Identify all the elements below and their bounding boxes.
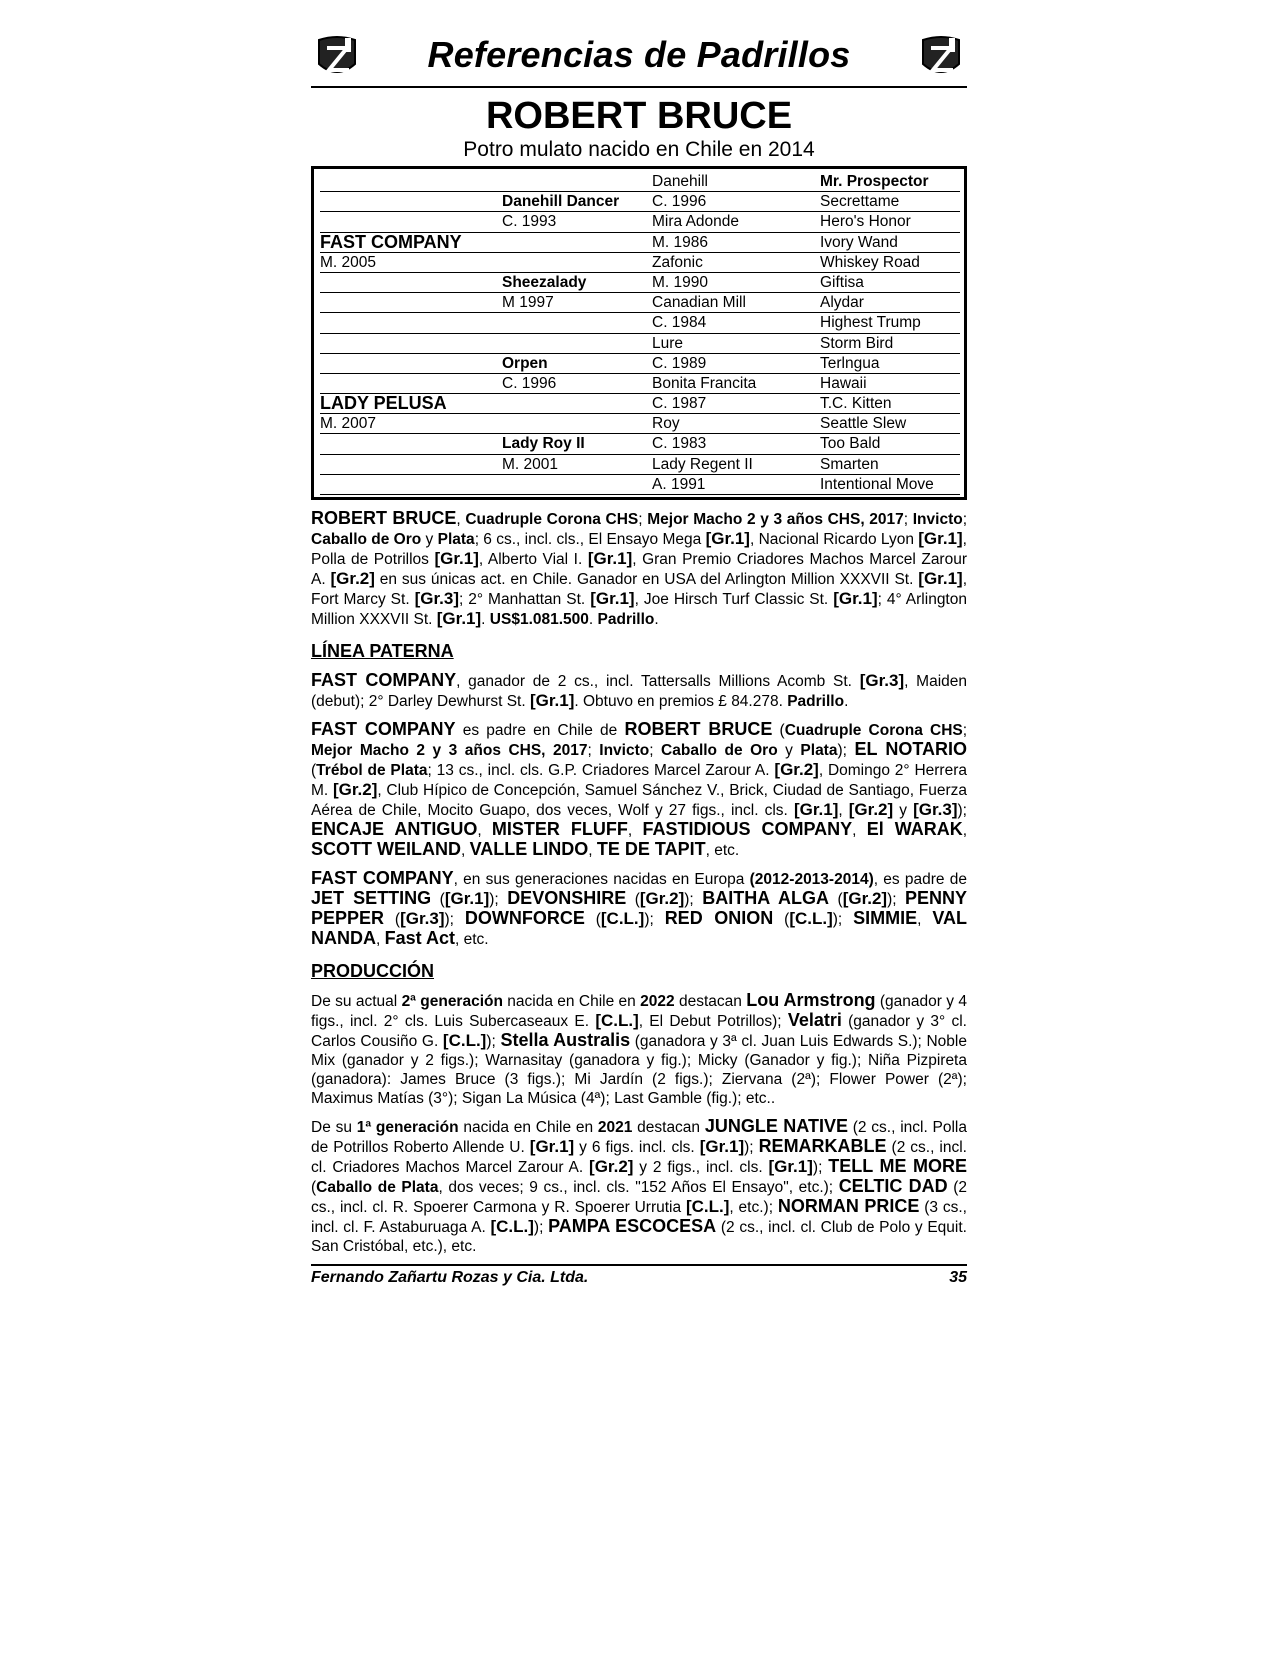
pedigree-cell xyxy=(502,233,652,252)
pedigree-cell: Orpen xyxy=(502,354,548,372)
pedigree-cell xyxy=(320,273,502,292)
pedigree-cell xyxy=(320,354,502,373)
pedigree-row xyxy=(320,192,960,212)
pedigree-cell xyxy=(320,374,502,393)
pedigree-cell: C. 1983 xyxy=(652,435,707,453)
pedigree-cell: Smarten xyxy=(820,455,879,473)
logo-icon xyxy=(919,34,963,82)
pedigree-cell: Sheezalady xyxy=(502,273,587,291)
pedigree-row xyxy=(320,212,960,232)
pedigree-cell xyxy=(502,172,652,191)
pedigree-cell: C. 1993 xyxy=(502,213,557,231)
pedigree-cell: Canadian Mill xyxy=(652,294,746,312)
pedigree-cell: C. 1996 xyxy=(652,193,707,211)
pedigree-cell: Whiskey Road xyxy=(820,253,920,271)
pedigree-cell xyxy=(502,253,652,272)
pedigree-cell: Intentional Move xyxy=(820,475,934,493)
pedigree-cell xyxy=(502,313,652,332)
pedigree-cell: Giftisa xyxy=(820,273,864,291)
pedigree-cell: Danehill xyxy=(652,173,709,190)
production-paragraph-1: De su actual 2ª generación nacida en Chile en 2022 destacan Lou Armstrong (ganador y 4 figs., incl. 2° cls. Luis Subercaseaux E. [C.L.], El Debut Potrillos); Velatri (ganador y 3° cl. Carlos Cousiño G. [C.L.]); Stella Australis (ganadora y 3ª cl. Juan Luis Edwards S.); Noble Mix (ganador y 2 figs.); Warnasitay (ganadora y fig.); Micky (Ganador y fig.); Niña Pizpireta (ganadora): James Bruce (3 figs.); Mi Jardín (2 figs.); Ziervana (2ª); Flower Power (2ª); Maximus Matías (3°); Sigan La Música (4ª); Last Gamble (fig.); etc.. xyxy=(311,990,967,1107)
pedigree-row xyxy=(320,253,960,273)
pedigree-cell: M. 1986 xyxy=(652,233,709,251)
pedigree-row xyxy=(320,374,960,394)
production-title: PRODUCCIÓN xyxy=(311,961,435,981)
pedigree-cell: Highest Trump xyxy=(820,314,921,332)
page-footer xyxy=(311,1264,967,1287)
pedigree-cell: T.C. Kitten xyxy=(820,395,892,413)
pedigree-cell: C. 1984 xyxy=(652,314,707,332)
header-title: Referencias de Padrillos xyxy=(427,34,851,75)
page-header xyxy=(311,30,967,88)
pedigree-cell: Roy xyxy=(652,415,680,433)
pedigree-row xyxy=(320,434,960,454)
production-paragraph-2: De su 1ª generación nacida en Chile en 2021 destacan JUNGLE NATIVE (2 cs., incl. Polla de Potrillos Roberto Allende U. [Gr.1] y 6 figs. incl. cls. [Gr.1]); REMARKABLE (2 cs., incl. cl. Criadores Machos Marcel Zarour A. [Gr.2] y 2 figs., incl. cls. [Gr.1]); TELL ME MORE (Caballo de Plata, dos veces; 9 cs., incl. cls. "152 Años El Ensayo", etc.); CELTIC DAD (2 cs., incl. cl. R. Spoerer Carmona y R. Spoerer Urrutia [C.L.], etc.); NORMAN PRICE (3 cs., incl. cl. F. Astaburuaga A. [C.L.]); PAMPA ESCOCESA (2 cs., incl. cl. Club de Polo y Equit. San Cristóbal, etc.), etc. xyxy=(311,1116,967,1255)
pedigree-cell: C. 1996 xyxy=(502,374,557,392)
pedigree-cell: Hawaii xyxy=(820,374,867,392)
pedigree-cell xyxy=(502,334,652,353)
pedigree-table xyxy=(311,166,967,500)
horse-name: ROBERT BRUCE xyxy=(485,95,793,137)
pedigree-cell: LADY PELUSA xyxy=(320,394,447,414)
pedigree-cell xyxy=(320,313,502,332)
pedigree-cell xyxy=(502,394,652,413)
pedigree-cell: Seattle Slew xyxy=(820,415,907,433)
pedigree-cell xyxy=(320,455,502,474)
pedigree-cell: Bonita Francita xyxy=(652,374,757,392)
horse-summary: ROBERT BRUCE, Cuadruple Corona CHS; Mejor Macho 2 y 3 años CHS, 2017; Invicto; Caballo de Oro y Plata; 6 cs., incl. cls., El Ensayo Mega [Gr.1], Nacional Ricardo Lyon [Gr.1], Polla de Potrillos [Gr.1], Alberto Vial I. [Gr.1], Gran Premio Criadores Machos Marcel Zarour A. [Gr.2] en sus únicas act. en Chile. Ganador en USA del Arlington Million XXXVII St. [Gr.1], Fort Marcy St. [Gr.3]; 2° Manhattan St. [Gr.1], Joe Hirsch Turf Classic St. [Gr.1]; 4° Arlington Million XXXVII St. [Gr.1]. US$1.081.500. Padrillo. xyxy=(311,508,968,628)
pedigree-row xyxy=(320,455,960,475)
pedigree-cell: Danehill Dancer xyxy=(502,193,620,211)
pedigree-cell: Terlngua xyxy=(820,354,880,372)
footer-company: Fernando Zañartu Rozas y Cia. Ltda. xyxy=(311,1269,589,1286)
paternal-paragraph-1: FAST COMPANY, ganador de 2 cs., incl. Tattersalls Millions Acomb St. [Gr.3], Maiden (debut); 2° Darley Dewhurst St. [Gr.1]. Obtuvo en premios £ 84.278. Padrillo. xyxy=(311,670,968,710)
pedigree-row xyxy=(320,414,960,434)
pedigree-cell xyxy=(502,414,652,433)
paternal-line-title: LÍNEA PATERNA xyxy=(311,641,454,661)
pedigree-cell xyxy=(320,334,502,353)
pedigree-cell xyxy=(320,192,502,211)
horse-description: Potro mulato nacido en Chile en 2014 xyxy=(463,138,815,161)
pedigree-cell xyxy=(502,475,652,494)
pedigree-cell: Lady Roy II xyxy=(502,435,585,453)
paternal-paragraph-2: FAST COMPANY es padre en Chile de ROBERT BRUCE (Cuadruple Corona CHS; Mejor Macho 2 y 3 años CHS, 2017; Invicto; Caballo de Oro y Plata); EL NOTARIO (Trébol de Plata; 13 cs., incl. cls. G.P. Criadores Marcel Zarour A. [Gr.2], Domingo 2° Herrera M. [Gr.2], Club Hípico de Concepción, Samuel Sánchez V., Brick, Ciudad de Santiago, Fuerza Aérea de Chile, Mocito Guapo, dos veces, Wolf y 27 figs., incl. cls. [Gr.1], [Gr.2] y [Gr.3]); ENCAJE ANTIGUO, MISTER FLUFF, FASTIDIOUS COMPANY, El WARAK, SCOTT WEILAND, VALLE LINDO, TE DE TAPIT, etc. xyxy=(311,719,968,859)
pedigree-cell: Storm Bird xyxy=(820,334,894,352)
pedigree-cell xyxy=(320,475,502,494)
pedigree-cell: M. 2001 xyxy=(502,455,559,473)
pedigree-cell: C. 1987 xyxy=(652,395,707,413)
pedigree-row xyxy=(320,172,960,192)
pedigree-cell: Secrettame xyxy=(820,193,900,211)
pedigree-cell: C. 1989 xyxy=(652,354,707,372)
pedigree-row xyxy=(320,293,960,313)
pedigree-row xyxy=(320,313,960,333)
pedigree-cell: Alydar xyxy=(820,294,864,312)
pedigree-row xyxy=(320,233,960,253)
pedigree-row xyxy=(320,334,960,354)
pedigree-row xyxy=(320,475,960,495)
pedigree-cell: M. 2007 xyxy=(320,415,377,433)
pedigree-cell: Mira Adonde xyxy=(652,213,740,231)
pedigree-cell: Ivory Wand xyxy=(820,233,898,251)
pedigree-cell: M. 1990 xyxy=(652,273,709,291)
pedigree-cell: A. 1991 xyxy=(652,475,706,493)
pedigree-cell: Too Bald xyxy=(820,435,881,453)
pedigree-cell xyxy=(320,434,502,453)
page xyxy=(311,30,967,1287)
pedigree-cell: FAST COMPANY xyxy=(320,232,462,252)
page-number: 35 xyxy=(949,1269,967,1286)
pedigree-cell xyxy=(320,212,502,231)
pedigree-cell: Lure xyxy=(652,334,684,352)
pedigree-cell: M 1997 xyxy=(502,294,554,312)
pedigree-cell: Mr. Prospector xyxy=(820,173,929,190)
pedigree-cell: Lady Regent II xyxy=(652,455,753,473)
pedigree-row xyxy=(320,394,960,414)
pedigree-cell: M. 2005 xyxy=(320,253,377,271)
pedigree-row xyxy=(320,273,960,293)
pedigree-cell xyxy=(320,172,502,191)
pedigree-cell xyxy=(320,293,502,312)
paternal-paragraph-3: FAST COMPANY, en sus generaciones nacidas en Europa (2012-2013-2014), es padre de JET SETTING ([Gr.1]); DEVONSHIRE ([Gr.2]); BAITHA ALGA ([Gr.2]); PENNY PEPPER ([Gr.3]); DOWNFORCE ([C.L.]); RED ONION ([C.L.]); SIMMIE, VAL NANDA, Fast Act, etc. xyxy=(311,868,968,948)
pedigree-cell: Hero's Honor xyxy=(820,213,911,231)
pedigree-row xyxy=(320,354,960,374)
pedigree-cell: Zafonic xyxy=(652,253,703,271)
